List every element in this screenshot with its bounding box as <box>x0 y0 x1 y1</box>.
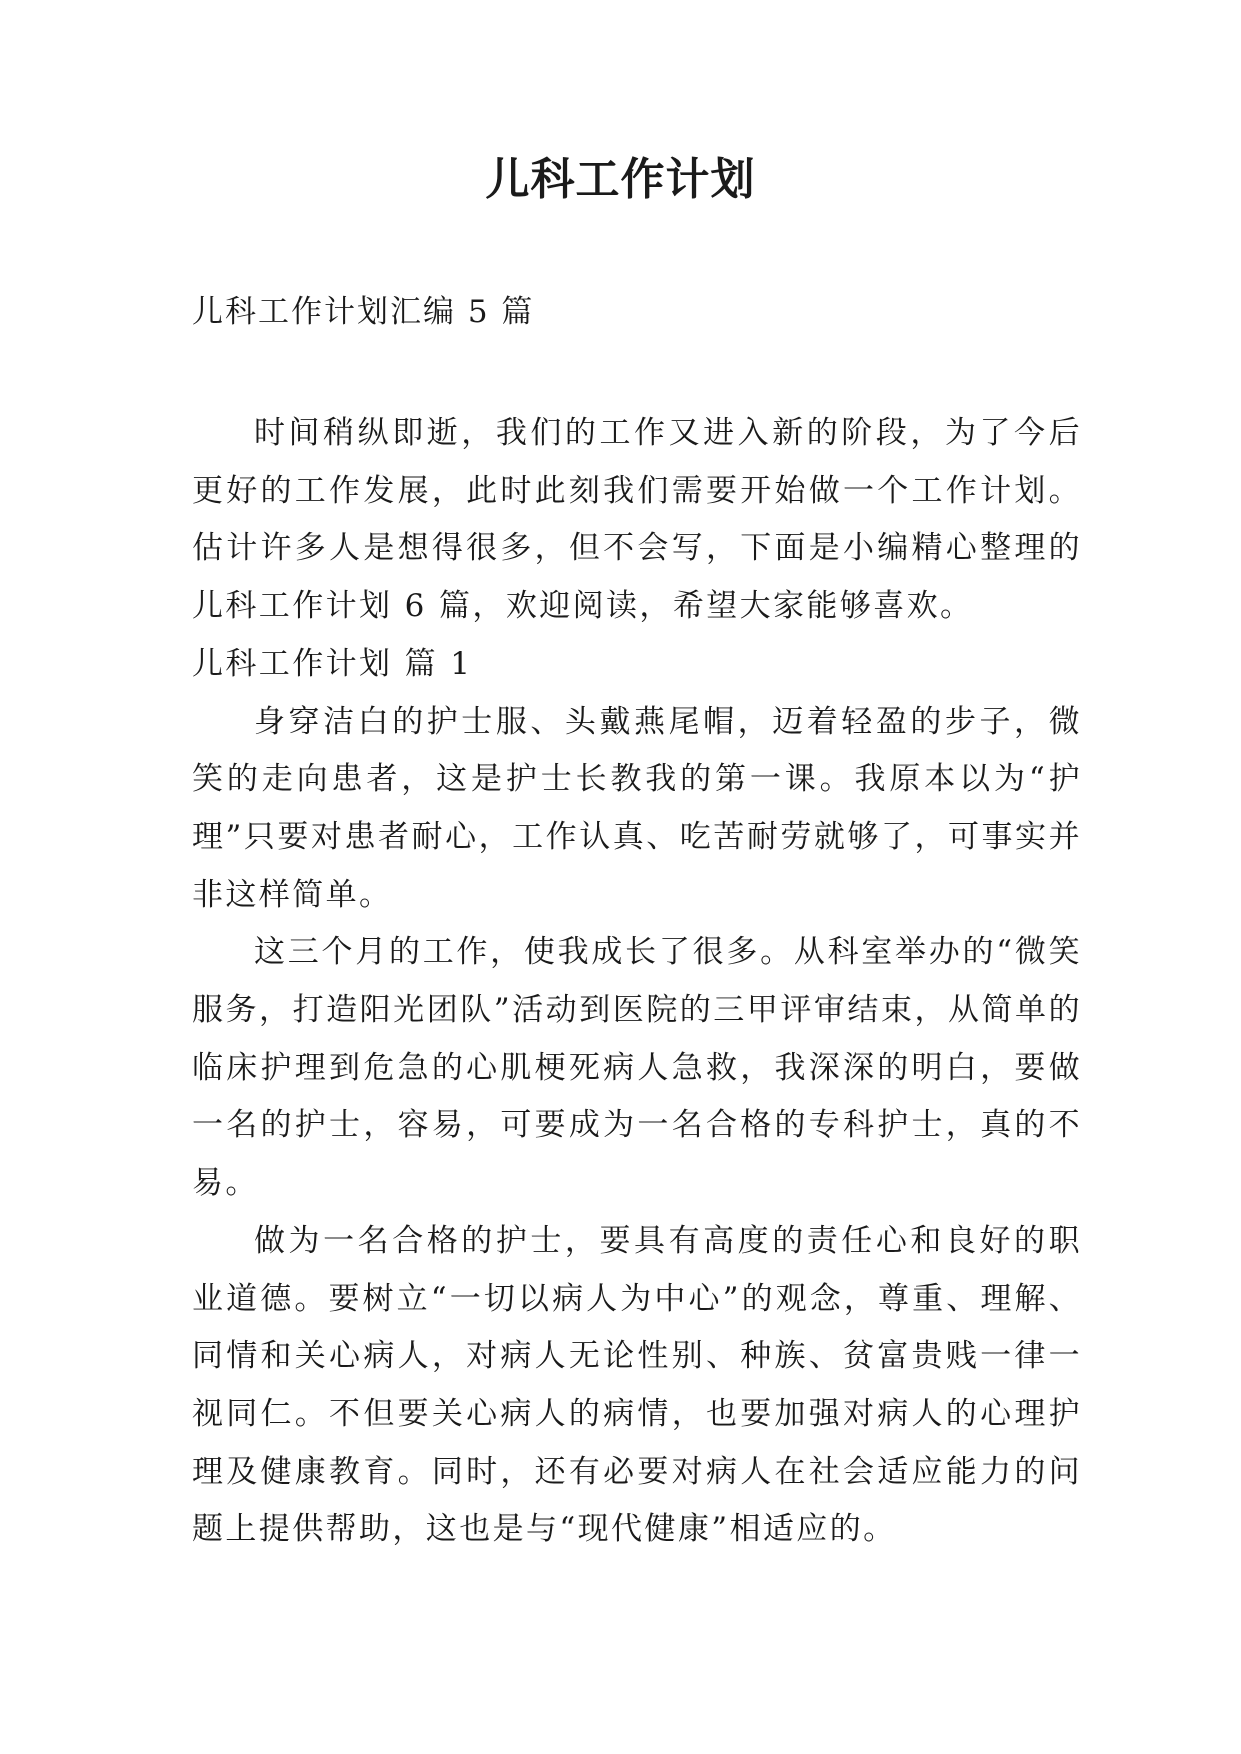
body-paragraph: 这三个月的工作，使我成长了很多。从科室举办的“微笑服务，打造阳光团队”活动到医院的三甲评审结束，从简单的临床护理到危急的心肌梗死病人急救，我深深的明白，要做一名的护士，容易，可要成为一名合格的专科护士，真的不易。 <box>192 934 1082 1202</box>
body-paragraph: 身穿洁白的护士服、头戴燕尾帽，迈着轻盈的步子，微笑的走向患者，这是护士长教我的第一课。我原本以为“护理”只要对患者耐心，工作认真、吃苦耐劳就够了，可事实并非这样简单。 <box>192 703 1082 913</box>
body-paragraph: 做为一名合格的护士，要具有高度的责任心和良好的职业道德。要树立“一切以病人为中心”的观念，尊重、理解、同情和关心病人，对病人无论性别、种族、贫富贵贱一律一视同仁。不但要关心病人的病情，也要加强对病人的心理护理及健康教育。同时，还有必要对病人在社会适应能力的问题上提供帮助，这也是与“现代健康”相适应的。 <box>192 1222 1082 1548</box>
intro-paragraph: 时间稍纵即逝，我们的工作又进入新的阶段，为了今后更好的工作发展，此时此刻我们需要开始做一个工作计划。估计许多人是想得很多，但不会写，下面是小编精心整理的儿科工作计划 6 篇，欢迎阅读，希望大家能够喜欢。 <box>192 415 1082 625</box>
document-subtitle: 儿科工作计划汇编 5 篇 <box>192 294 535 330</box>
document-body <box>192 405 1082 1559</box>
section-heading: 儿科工作计划 篇 1 <box>192 645 473 682</box>
document-title: 儿科工作计划 <box>485 154 756 205</box>
